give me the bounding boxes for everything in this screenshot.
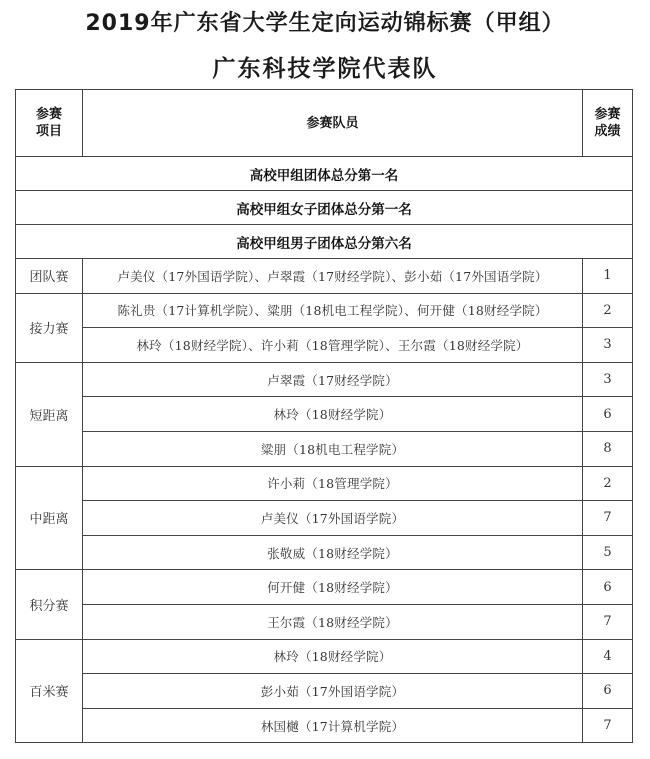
score-cell: 2 (583, 293, 633, 328)
members-cell: 林玲（18财经学院） (83, 397, 583, 432)
members-cell: 陈礼贵（17计算机学院）、粱朋（18机电工程学院）、何开健（18财经学院） (83, 293, 583, 328)
results-table (15, 89, 633, 743)
score-cell: 7 (583, 708, 633, 743)
members-cell: 粱朋（18机电工程学院） (83, 431, 583, 466)
header-members: 参赛队员 (83, 90, 583, 157)
event-cell: 团队赛 (16, 259, 83, 294)
members-cell: 卢美仪（17外国语学院） (83, 501, 583, 536)
members-cell: 林玲（18财经学院）、许小莉（18管理学院）、王尔霞（18财经学院） (83, 328, 583, 363)
table-row (16, 397, 633, 432)
event-cell: 中距离 (16, 466, 83, 570)
award-text: 高校甲组女子团体总分第一名 (16, 191, 633, 225)
members-cell: 林玲（18财经学院） (83, 639, 583, 674)
score-cell: 6 (583, 397, 633, 432)
score-cell: 7 (583, 501, 633, 536)
table-row (16, 466, 633, 501)
score-cell: 5 (583, 535, 633, 570)
score-cell: 4 (583, 639, 633, 674)
team-title: 广东科技学院代表队 (212, 56, 438, 82)
table-row (16, 708, 633, 743)
award-text: 高校甲组团体总分第一名 (16, 157, 633, 191)
event-cell: 积分赛 (16, 570, 83, 639)
page-title: 2019年广东省大学生定向运动锦标赛（甲组） (85, 11, 565, 36)
event-cell: 接力赛 (16, 293, 83, 362)
table-row (16, 293, 633, 328)
table-row (16, 639, 633, 674)
members-cell: 何开健（18财经学院） (83, 570, 583, 605)
table-row (16, 604, 633, 639)
award-row (16, 225, 633, 259)
table-header-row (16, 90, 633, 157)
event-cell: 短距离 (16, 362, 83, 466)
table-row (16, 328, 633, 363)
score-cell: 2 (583, 466, 633, 501)
award-text: 高校甲组男子团体总分第六名 (16, 225, 633, 259)
members-cell: 张敬威（18财经学院） (83, 535, 583, 570)
table-row (16, 259, 633, 294)
award-row (16, 157, 633, 191)
members-cell: 卢美仪（17外国语学院）、卢翠霞（17财经学院）、彭小茹（17外国语学院） (83, 259, 583, 294)
header-score: 参赛 成绩 (583, 90, 633, 157)
score-cell: 6 (583, 570, 633, 605)
table-row (16, 570, 633, 605)
table-row (16, 535, 633, 570)
members-cell: 彭小茹（17外国语学院） (83, 674, 583, 709)
results-table-body (16, 90, 633, 743)
score-cell: 6 (583, 674, 633, 709)
table-row (16, 501, 633, 536)
table-row (16, 362, 633, 397)
award-row (16, 191, 633, 225)
table-row (16, 674, 633, 709)
event-cell: 百米赛 (16, 639, 83, 743)
score-cell: 3 (583, 328, 633, 363)
score-cell: 3 (583, 362, 633, 397)
score-cell: 7 (583, 604, 633, 639)
header-event: 参赛 项目 (16, 90, 83, 157)
score-cell: 1 (583, 259, 633, 294)
members-cell: 王尔霞（18财经学院） (83, 604, 583, 639)
members-cell: 林国樾（17计算机学院） (83, 708, 583, 743)
table-row (16, 431, 633, 466)
members-cell: 许小莉（18管理学院） (83, 466, 583, 501)
members-cell: 卢翠霞（17财经学院） (83, 362, 583, 397)
score-cell: 8 (583, 431, 633, 466)
